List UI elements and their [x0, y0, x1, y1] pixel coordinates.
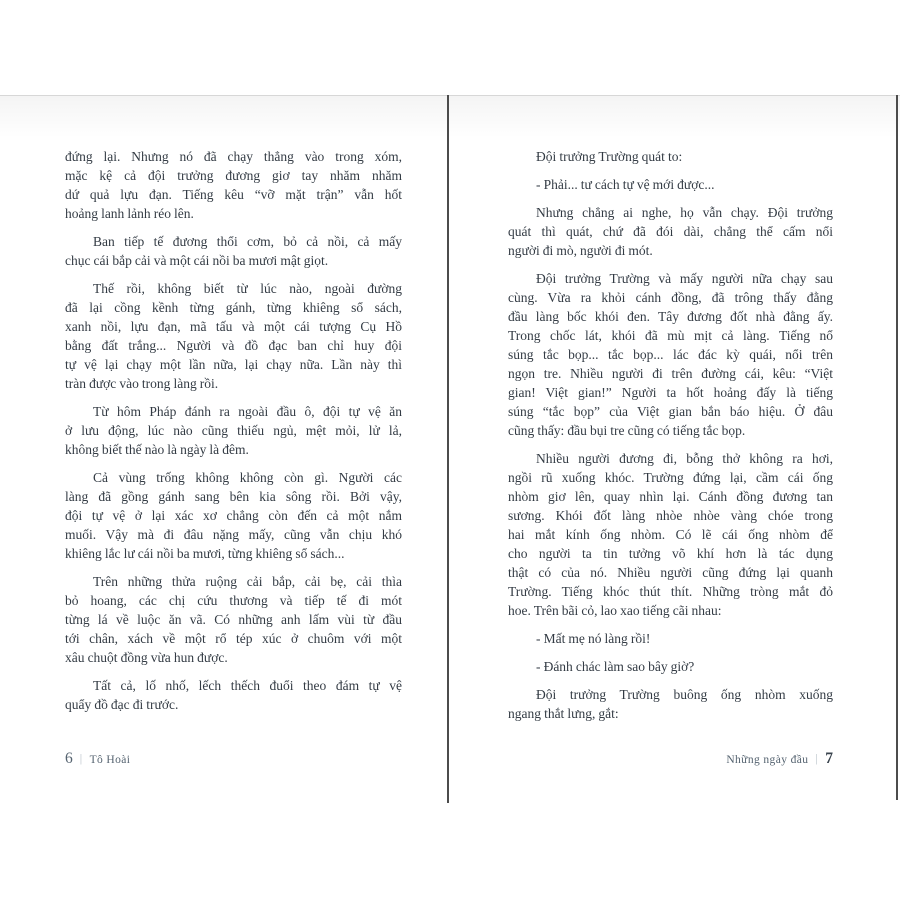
page-right-edge	[896, 95, 898, 800]
text-line: Nhưng chẳng ai nghe, họ vẫn chạy. Đội trưởng	[536, 205, 833, 220]
paragraph	[508, 629, 833, 648]
text-line: không biết thế nào là ngày là đêm.	[65, 442, 249, 457]
paragraph	[508, 449, 833, 620]
text-line: - Mất mẹ nó làng rồi!	[536, 631, 651, 646]
footer-separator: |	[79, 751, 83, 765]
right-page-number: 7	[825, 750, 833, 767]
text-line: Đội trưởng Trường và mấy người nữa chạy sau	[536, 271, 833, 286]
paragraph	[65, 676, 402, 714]
text-line: đứng lại. Nhưng nó đã chạy thẳng vào trong xóm,	[65, 149, 402, 164]
text-line: người đi mò, người đi mót.	[508, 243, 653, 258]
text-line: sương. Khói đốt làng nhòe nhòe vàng chóe trong	[508, 508, 833, 523]
text-line: bằng đất trắng... Người và đồ đạc ban chỉ huy đội	[65, 338, 402, 353]
left-page-number: 6	[65, 750, 73, 767]
text-line: bỏ hoang, các chị cứu thương và tiếp tế đi mót	[65, 593, 402, 608]
text-line: hai mắt kính ống nhòm. Có lẽ cái ống nhòm để	[508, 527, 833, 542]
text-line: ngang thắt lưng, gắt:	[508, 706, 619, 721]
text-line: đã lại cồng kềnh từng gánh, từng khiêng sổ sách,	[65, 300, 402, 315]
text-line: Tất cả, lố nhố, lếch thếch đuổi theo đám tự vệ	[93, 678, 402, 693]
paragraph	[65, 279, 402, 393]
text-line: Thế rồi, không biết từ lúc nào, ngoài đường	[93, 281, 402, 296]
left-page-text	[65, 147, 402, 714]
text-line: Nhiều người đương đi, bỗng thở không ra hơi,	[536, 451, 833, 466]
text-line: Trường. Tiếng khóc thút thít. Những tròng mắt đỏ	[508, 584, 833, 599]
page-gutter-divider	[447, 95, 449, 803]
right-page-footer	[508, 750, 833, 768]
text-line: muối. Vậy mà đi đâu nặng mấy, cũng vẫn chịu khó	[65, 527, 402, 542]
text-line: Đội trưởng Trường quát to:	[536, 149, 683, 164]
text-line: Cả vùng trống không không còn gì. Người các	[93, 470, 402, 485]
text-line: súng “tắc bọp” của Việt gian bắn báo hiệu. Ở đâu	[508, 404, 833, 419]
text-line: - Phải... tư cách tự vệ mới được...	[536, 177, 715, 192]
paragraph	[508, 147, 833, 166]
text-line: súng tắc bọp... tắc bọp... lác đác kỳ quái, nổi trên	[508, 347, 833, 362]
footer-separator: |	[815, 751, 819, 765]
paragraph	[508, 269, 833, 440]
text-line: cùng. Vừa ra khỏi cánh đồng, đã trông thấy đằng	[508, 290, 833, 305]
text-line: Trong chốc lát, khói đã mù mịt cả làng. Tiếng nổ	[508, 328, 833, 343]
paragraph	[508, 685, 833, 723]
text-line: dứ quả lựu đạn. Tiếng kêu “vỡ mặt trận” vẫn hốt	[65, 187, 402, 202]
paragraph	[65, 572, 402, 667]
text-line: thật có của nó. Nhiều người cũng đứng lại quanh	[508, 565, 833, 580]
paragraph	[65, 468, 402, 563]
text-line: quát thì quát, chứ đã đói dài, chẳng thể cấm nổi	[508, 224, 833, 239]
text-line: Đội trưởng Trường buông ống nhòm xuống	[536, 687, 833, 702]
text-line: xanh nồi, lựu đạn, mã tấu và một cái tượng Cụ Hồ	[65, 319, 402, 334]
text-line: hoe. Trên bãi cỏ, lao xao tiếng cãi nhau:	[508, 603, 722, 618]
text-line: quẩy đồ đạc đi trước.	[65, 697, 179, 712]
text-line: từng lá về luộc ăn vã. Có những anh lấm vùi từ đầu	[65, 612, 402, 627]
text-line: tới chân, xách về một rổ tép xúc ở chuôm với một	[65, 631, 402, 646]
text-line: làng đã gồng gánh sang bên kia sông rồi. Bởi vậy,	[65, 489, 402, 504]
paragraph	[508, 175, 833, 194]
paragraph	[508, 657, 833, 676]
author-label: Tô Hoài	[89, 754, 131, 766]
paragraph	[65, 147, 402, 223]
text-line: mặc kệ cả đội trưởng đương giơ tay nhăm nhăm	[65, 168, 402, 183]
text-line: đội tự vệ ở lại xác xơ chẳng còn đến cả một nắm	[65, 508, 402, 523]
text-line: nhòm giơ lên, quay nhìn lại. Cánh đồng đương tan	[508, 489, 833, 504]
text-line: gian! Việt gian!” Người ta hốt hoảng đấy là tiếng	[508, 385, 833, 400]
text-line: đầu làng bốc khói đen. Tây đương đốt nhà đằng ấy.	[508, 309, 833, 324]
text-line: tràn được vào trong làng rồi.	[65, 376, 219, 391]
text-line: cho người ta tin tưởng võ khí hơn là tác dụng	[508, 546, 833, 561]
text-line: tự vệ lại chạy một lần nữa, lại chạy nữa. Lần này thì	[65, 357, 402, 372]
text-line: Từ hôm Pháp đánh ra ngoài đầu ô, đội tự vệ ăn	[93, 404, 402, 419]
text-line: chục cái bắp cải và một cái nồi ba mươi mật giọt.	[65, 253, 329, 268]
paragraph	[508, 203, 833, 260]
paragraph	[65, 232, 402, 270]
right-page-text	[508, 147, 833, 723]
text-line: hoảng lanh lảnh réo lên.	[65, 206, 194, 221]
page-top-shadow	[0, 96, 900, 138]
text-line: xâu chuột đồng vừa hun được.	[65, 650, 228, 665]
text-line: - Đánh chác làm sao bây giờ?	[536, 659, 695, 674]
text-line: cũng thấy: đầu bụi tre cũng có tiếng tắc bọp.	[508, 423, 746, 438]
text-line: Trên những thửa ruộng cải bắp, cải bẹ, cải thìa	[93, 574, 402, 589]
text-line: Ban tiếp tế đương thổi cơm, bỏ cả nồi, cả mấy	[93, 234, 402, 249]
paragraph	[65, 402, 402, 459]
text-line: ngồi rũ xuống khóc. Trường đứng lại, cầm cái ống	[508, 470, 833, 485]
text-line: ngọn tre. Nhiều người đi trên đường cái, kêu: “Việt	[508, 366, 833, 381]
left-page-footer	[65, 750, 402, 768]
text-line: ở lưu động, lúc nào cũng thiếu ngủ, mệt mỏi, lử lả,	[65, 423, 402, 438]
text-line: khiêng lắc lư cái nồi ba mươi, từng khiêng sổ sách...	[65, 546, 345, 561]
chapter-title-label: Những ngày đầu	[726, 754, 809, 766]
